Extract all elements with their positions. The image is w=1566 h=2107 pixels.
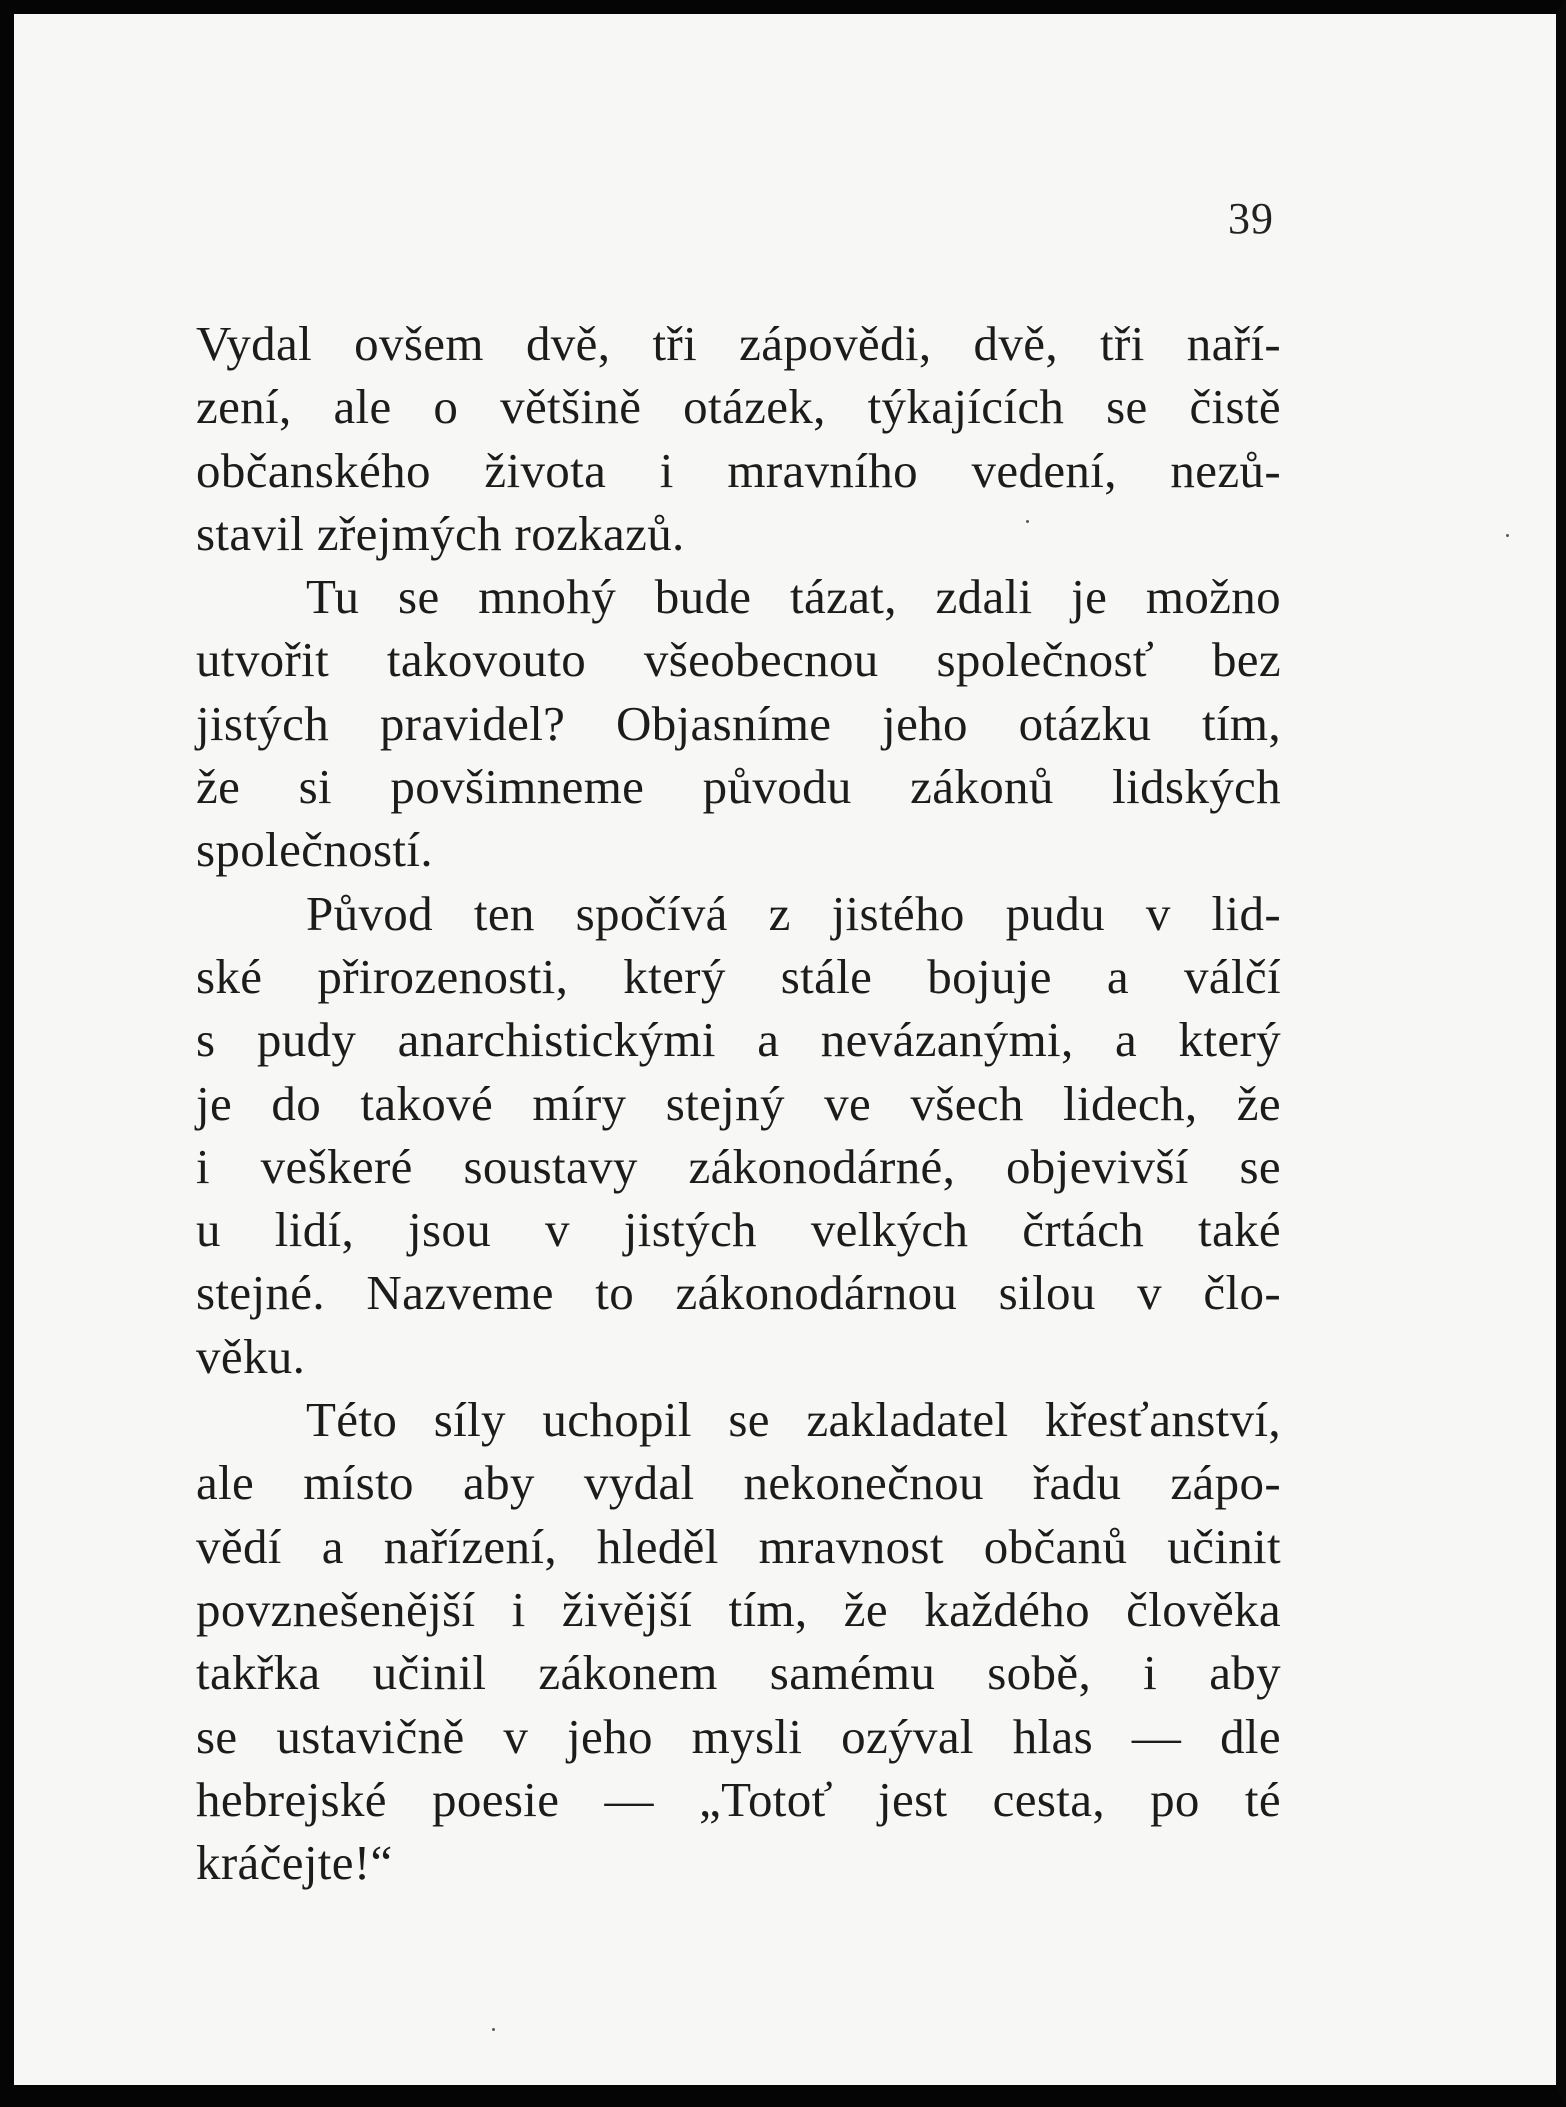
page-number: 39 — [1228, 194, 1274, 243]
text-line: společností. — [196, 822, 433, 878]
text-line: povznešenější i živější tím, že každého člověka — [196, 1581, 1281, 1637]
text-line: se ustavičně v jeho mysli ozýval hlas — dle — [196, 1708, 1281, 1764]
text-line: občanského života i mravního vedení, nezů- — [196, 442, 1281, 498]
paragraph-2 — [196, 565, 1281, 881]
text-line: Tu se mnohý bude tázat, zdali je možno — [306, 569, 1281, 625]
text-line: Původ ten spočívá z jistého pudu v lid- — [306, 885, 1281, 941]
text-line: utvořit takovouto všeobecnou společnosť bez — [196, 632, 1281, 688]
text-line: zení, ale o většině otázek, týkajících se čistě — [196, 379, 1281, 435]
text-line: věku. — [196, 1328, 306, 1384]
text-line: i veškeré soustavy zákonodárné, objevivší se — [196, 1138, 1281, 1194]
paragraph-4 — [196, 1388, 1281, 1894]
text-line: stavil zřejmých rozkazů. — [196, 505, 685, 561]
text-line: stejné. Nazveme to zákonodárnou silou v člo- — [196, 1265, 1281, 1321]
scan-speck — [1506, 534, 1509, 537]
paragraph-1 — [196, 312, 1281, 565]
text-line: je do takové míry stejný ve všech lidech, že — [196, 1075, 1281, 1131]
body-text — [196, 312, 1281, 1894]
text-line: že si povšimneme původu zákonů lidských — [196, 759, 1281, 815]
paragraph-3 — [196, 882, 1281, 1388]
text-line: takřka učinil zákonem samému sobě, i aby — [196, 1645, 1281, 1701]
text-line: ale místo aby vydal nekonečnou řadu zápo- — [196, 1455, 1281, 1511]
text-line: Vydal ovšem dvě, tři zápovědi, dvě, tři naří- — [196, 316, 1281, 371]
text-line: kráčejte!“ — [196, 1835, 393, 1891]
text-line: u lidí, jsou v jistých velkých črtách také — [196, 1202, 1281, 1258]
text-line: s pudy anarchistickými a nevázanými, a který — [196, 1012, 1281, 1068]
text-line: jistých pravidel? Objasníme jeho otázku tím, — [196, 695, 1281, 751]
text-line: Této síly uchopil se zakladatel křesťanství, — [306, 1392, 1281, 1448]
scan-speck — [1026, 520, 1029, 523]
scan-speck — [492, 2028, 495, 2031]
text-line: ské přirozenosti, který stále bojuje a válčí — [196, 948, 1281, 1004]
text-line: vědí a nařízení, hleděl mravnost občanů učinit — [196, 1518, 1281, 1574]
text-line: hebrejské poesie — „Totoť jest cesta, po té — [196, 1771, 1281, 1827]
